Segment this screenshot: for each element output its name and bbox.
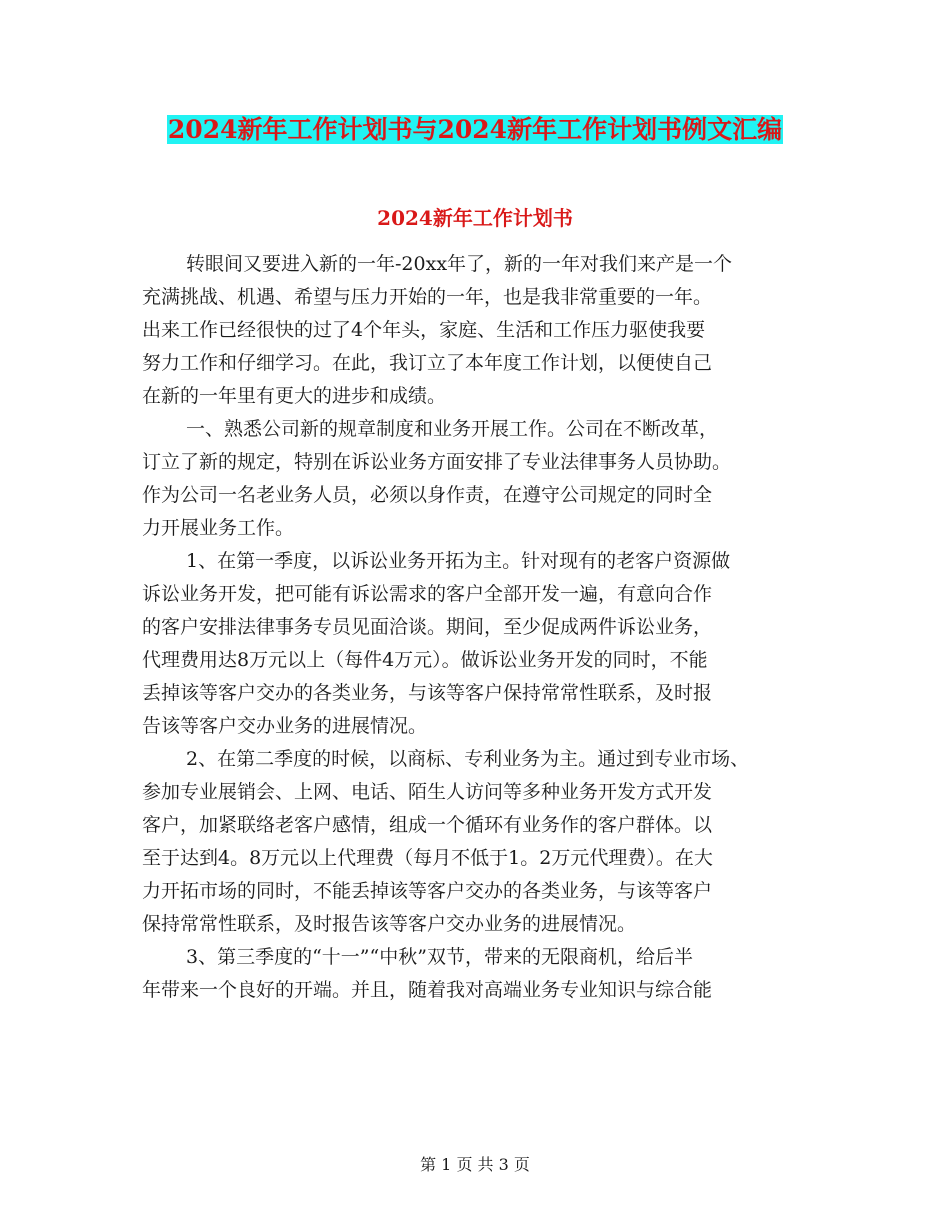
body-line: 诉讼业务开发，把可能有诉讼需求的客户全部开发一遍，有意向合作 [142,583,713,605]
body-line: 1、在第一季度，以诉讼业务开拓为主。针对现有的老客户资源做 [186,550,731,572]
body-line: 力开展业务工作。 [142,517,295,539]
body-line: 丢掉该等客户交办的各类业务，与该等客户保持常常性联系，及时报 [142,682,713,704]
body-line: 的客户安排法律事务专员见面洽谈。期间，至少促成两件诉讼业务， [142,616,713,638]
body-line: 年带来一个良好的开端。并且，随着我对高端业务专业知识与综合能 [142,979,713,1001]
body-line: 2、在第二季度的时候，以商标、专利业务为主。通过到专业市场、 [186,748,750,770]
body-line: 3、第三季度的“十一”“中秋”双节，带来的无限商机，给后半 [186,946,693,968]
body-line: 代理费用达8万元以上（每件4万元）。做诉讼业务开发的同时，不能 [142,649,708,671]
page-number-footer: 第 1 页 共 3 页 [420,1155,530,1174]
body-line: 一、熟悉公司新的规章制度和业务开展工作。公司在不断改革， [186,418,719,440]
document-title [0,112,950,148]
body-line: 充满挑战、机遇、希望与压力开始的一年，也是我非常重要的一年。 [142,286,713,308]
body-line: 参加专业展销会、上网、电话、陌生人访问等多种业务开发方式开发 [142,781,713,803]
document-body [142,248,832,1007]
body-line: 努力工作和仔细学习。在此，我订立了本年度工作计划，以便使自己 [142,352,713,374]
body-line: 告该等客户交办业务的进展情况。 [142,715,428,737]
body-line: 作为公司一名老业务人员，必须以身作责，在遵守公司规定的同时全 [142,484,713,506]
body-line: 订立了新的规定，特别在诉讼业务方面安排了专业法律事务人员协助。 [142,451,732,473]
section-title: 2024新年工作计划书 [377,206,573,230]
body-line: 至于达到4。8万元以上代理费（每月不低于1。2万元代理费）。在大 [142,847,713,869]
document-title-text: 2024新年工作计划书与2024新年工作计划书例文汇编 [167,115,783,144]
body-line: 在新的一年里有更大的进步和成绩。 [142,385,447,407]
body-line: 力开拓市场的同时，不能丢掉该等客户交办的各类业务，与该等客户 [142,880,713,902]
body-line: 出来工作已经很快的过了4个年头，家庭、生活和工作压力驱使我要 [142,319,706,341]
body-line: 转眼间又要进入新的一年-20xx年了，新的一年对我们来产是一个 [186,253,733,275]
body-line: 客户，加紧联络老客户感情，组成一个循环有业务作的客户群体。以 [142,814,713,836]
body-line: 保持常常性联系，及时报告该等客户交办业务的进展情况。 [142,913,637,935]
